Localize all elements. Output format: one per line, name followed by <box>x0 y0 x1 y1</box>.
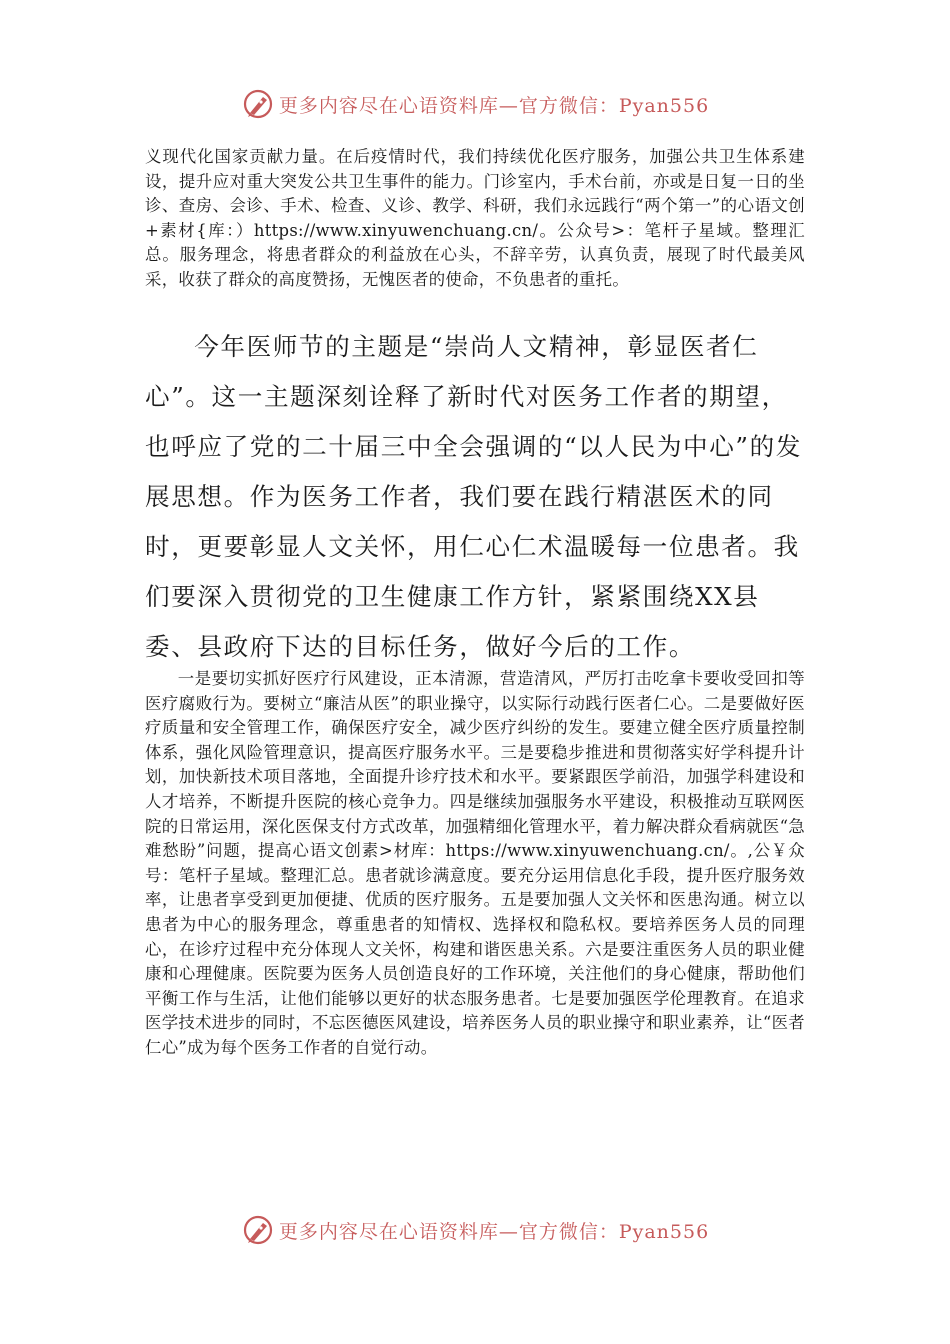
footer-banner <box>0 1210 950 1250</box>
paragraph-tasks: 一是要切实抓好医疗行风建设，正本清源，营造清风，严厉打击吃拿卡要收受回扣等医疗腐败行为。要树立“廉洁从医”的职业操守，以实际行动践行医者仁心。二是要做好医疗质量和安全管理工作，确保医疗安全，减少医疗纠纷的发生。要建立健全医疗质量控制体系，强化风险管理意识，提高医疗服务水平。三是要稳步推进和贯彻落实好学科提升计划，加快新技术项目落地，全面提升诊疗技术和水平。要紧跟医学前沿，加强学科建设和人才培养，不断提升医院的核心竞争力。四是继续加强服务水平建设，积极推动互联网医院的日常运用，深化医保支付方式改革，加强精细化管理水平，着力解决群众看病就医“急难愁盼”问题，提高心语文创素>材库：https://www.xinyuwenchuang.cn/。,公￥众号：笔杆子星域。整理汇总。患者就诊满意度。要充分运用信息化手段，提升医疗服务效率，让患者享受到更加便捷、优质的医疗服务。五是要加强人文关怀和医患沟通。树立以患者为中心的服务理念，尊重患者的知情权、选择权和隐私权。要培养医务人员的同理心，在诊疗过程中充分体现人文关怀，构建和谐医患关系。六是要注重医务人员的职业健康和心理健康。医院要为医务人员创造良好的工作环境，关注他们的身心健康，帮助他们平衡工作与生活，让他们能够以更好的状态服务患者。七是要加强医学伦理教育。在追求医学技术进步的同时，不忘医德医风建设，培养医务人员的职业操守和职业素养，让“医者仁心”成为每个医务工作者的自觉行动。 <box>145 669 805 1057</box>
pen-nib-icon <box>241 87 275 121</box>
paragraph-intro: 义现代化国家贡献力量。在后疫情时代，我们持续优化医疗服务，加强公共卫生体系建设，提升应对重大突发公共卫生事件的能力。门诊室内，手术台前，亦或是日复一日的坐诊、查房、会诊、手术、检查、义诊、教学、科研，我们永远践行“两个第一”的心语文创+素材{库：）https://www.xinyuwenchuang.cn/。公众号>：笔杆子星域。整理汇总。服务理念，将患者群众的利益放在心头，不辞辛劳，认真负责，展现了时代最美风采，收获了群众的高度赞扬，无愧医者的使命，不负患者的重托。 <box>145 147 805 289</box>
pen-nib-icon <box>241 1213 275 1247</box>
header-banner <box>0 84 950 124</box>
banner-text: 更多内容尽在心语资料库—官方微信：Pyan556 <box>278 1220 710 1243</box>
paragraph-theme: 今年医师节的主题是“崇尚人文精神，彰显医者仁心”。这一主题深刻诠释了新时代对医务工作者的期望，也呼应了党的二十届三中全会强调的“以人民为中心”的发展思想。作为医务工作者，我们要在践行精湛医术的同时，更要彰显人文关怀，用仁心仁术温暖每一位患者。我们要深入贯彻党的卫生健康工作方针，紧紧围绕XX县委、县政府下达的目标任务，做好今后的工作。 <box>145 332 802 661</box>
banner-text: 更多内容尽在心语资料库—官方微信：Pyan556 <box>278 94 710 117</box>
